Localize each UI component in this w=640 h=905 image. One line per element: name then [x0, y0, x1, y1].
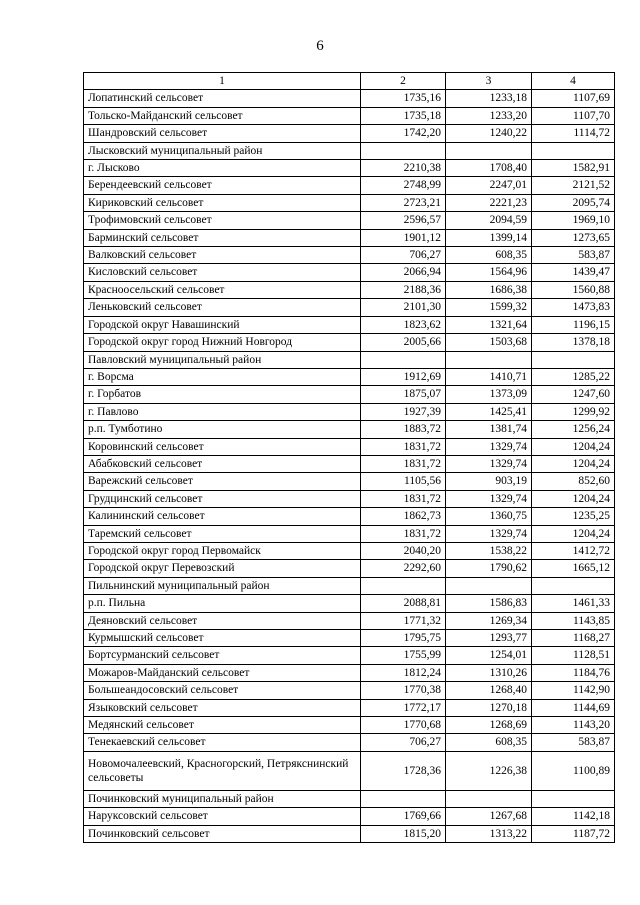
- value-col4-cell: 1665,12: [532, 560, 615, 577]
- table-row: [84, 825, 615, 842]
- value-col3-cell: 2247,01: [446, 177, 532, 194]
- table-header-row: [84, 73, 615, 90]
- value-col2-cell: 2040,20: [361, 542, 446, 559]
- value-col4-cell: 1204,24: [532, 525, 615, 542]
- value-col4-cell: 1204,24: [532, 438, 615, 455]
- row-name-cell: Новомочалеевский, Красногорский, Петрякснинский сельсоветы: [84, 751, 361, 790]
- value-col2-cell: 1912,69: [361, 368, 446, 385]
- table-row: [84, 647, 615, 664]
- value-col4-cell: [532, 351, 615, 368]
- value-col3-cell: 1586,83: [446, 595, 532, 612]
- row-name-cell: Городской округ Навашинский: [84, 316, 361, 333]
- value-col2-cell: 1875,07: [361, 386, 446, 403]
- value-col2-cell: 1755,99: [361, 647, 446, 664]
- row-name-cell: Кириковский сельсовет: [84, 194, 361, 211]
- value-col3-cell: 608,35: [446, 734, 532, 751]
- row-name-cell: Лопатинский сельсовет: [84, 90, 361, 107]
- table-row: [84, 351, 615, 368]
- value-col3-cell: 1313,22: [446, 825, 532, 842]
- value-col4-cell: 1107,70: [532, 107, 615, 124]
- value-col3-cell: 1329,74: [446, 438, 532, 455]
- value-col3-cell: 1233,20: [446, 107, 532, 124]
- value-col2-cell: 1927,39: [361, 403, 446, 420]
- value-col3-cell: 1240,22: [446, 125, 532, 142]
- value-col3-cell: [446, 790, 532, 807]
- table-row: [84, 421, 615, 438]
- value-col2-cell: 1815,20: [361, 825, 446, 842]
- value-col2-cell: 1742,20: [361, 125, 446, 142]
- table-row: [84, 808, 615, 825]
- table-row: [84, 299, 615, 316]
- row-name-cell: Починковский муниципальный район: [84, 790, 361, 807]
- value-col2-cell: 1771,32: [361, 612, 446, 629]
- row-name-cell: г. Павлово: [84, 403, 361, 420]
- row-name-cell: Бортсурманский сельсовет: [84, 647, 361, 664]
- value-col3-cell: 1503,68: [446, 334, 532, 351]
- value-col2-cell: 1831,72: [361, 438, 446, 455]
- value-col4-cell: 1143,20: [532, 717, 615, 734]
- value-col4-cell: 1582,91: [532, 160, 615, 177]
- table-row: [84, 247, 615, 264]
- value-col3-cell: 1538,22: [446, 542, 532, 559]
- value-col4-cell: 1560,88: [532, 281, 615, 298]
- value-col3-cell: 608,35: [446, 247, 532, 264]
- row-name-cell: Грудцинский сельсовет: [84, 490, 361, 507]
- value-col3-cell: [446, 577, 532, 594]
- value-col3-cell: [446, 351, 532, 368]
- column-header: 4: [532, 73, 615, 90]
- value-col4-cell: 2095,74: [532, 194, 615, 211]
- value-col3-cell: 1790,62: [446, 560, 532, 577]
- value-col4-cell: 1204,24: [532, 490, 615, 507]
- row-name-cell: г. Горбатов: [84, 386, 361, 403]
- table-row: [84, 368, 615, 385]
- row-name-cell: Городской округ город Нижний Новгород: [84, 334, 361, 351]
- value-col2-cell: 1770,38: [361, 682, 446, 699]
- value-col2-cell: 1831,72: [361, 525, 446, 542]
- column-header: 1: [84, 73, 361, 90]
- value-col2-cell: 1735,16: [361, 90, 446, 107]
- value-col4-cell: 1142,90: [532, 682, 615, 699]
- row-name-cell: Трофимовский сельсовет: [84, 212, 361, 229]
- value-col3-cell: 1360,75: [446, 508, 532, 525]
- value-col4-cell: 1273,65: [532, 229, 615, 246]
- value-col3-cell: 1686,38: [446, 281, 532, 298]
- value-col2-cell: 1883,72: [361, 421, 446, 438]
- value-col2-cell: 1795,75: [361, 630, 446, 647]
- value-col2-cell: 2101,30: [361, 299, 446, 316]
- value-col2-cell: 2748,99: [361, 177, 446, 194]
- value-col3-cell: 2221,23: [446, 194, 532, 211]
- value-col3-cell: 1226,38: [446, 751, 532, 790]
- value-col3-cell: 1373,09: [446, 386, 532, 403]
- row-name-cell: Кисловский сельсовет: [84, 264, 361, 281]
- value-col4-cell: 1969,10: [532, 212, 615, 229]
- value-col2-cell: 2210,38: [361, 160, 446, 177]
- value-col2-cell: 1831,72: [361, 455, 446, 472]
- value-col2-cell: 2596,57: [361, 212, 446, 229]
- table-row: [84, 142, 615, 159]
- row-name-cell: Варежский сельсовет: [84, 473, 361, 490]
- value-col2-cell: 2188,36: [361, 281, 446, 298]
- value-col4-cell: 1204,24: [532, 455, 615, 472]
- row-name-cell: Леньковский сельсовет: [84, 299, 361, 316]
- value-col2-cell: 1862,73: [361, 508, 446, 525]
- value-col2-cell: 2292,60: [361, 560, 446, 577]
- table-row: [84, 612, 615, 629]
- value-col3-cell: 1268,69: [446, 717, 532, 734]
- row-name-cell: Наруксовский сельсовет: [84, 808, 361, 825]
- value-col3-cell: 1381,74: [446, 421, 532, 438]
- value-col4-cell: 1285,22: [532, 368, 615, 385]
- value-col2-cell: 1901,12: [361, 229, 446, 246]
- table-row: [84, 473, 615, 490]
- value-col3-cell: 1270,18: [446, 699, 532, 716]
- value-col2-cell: 1831,72: [361, 490, 446, 507]
- table-row: [84, 160, 615, 177]
- value-col3-cell: 1410,71: [446, 368, 532, 385]
- value-col4-cell: 1461,33: [532, 595, 615, 612]
- value-col3-cell: 1321,64: [446, 316, 532, 333]
- value-col3-cell: 1329,74: [446, 455, 532, 472]
- row-name-cell: Красноосельский сельсовет: [84, 281, 361, 298]
- value-col4-cell: 1168,27: [532, 630, 615, 647]
- row-name-cell: Большеандосовский сельсовет: [84, 682, 361, 699]
- value-col3-cell: 1293,77: [446, 630, 532, 647]
- value-col2-cell: 706,27: [361, 734, 446, 751]
- row-name-cell: Лысковский муниципальный район: [84, 142, 361, 159]
- value-col3-cell: 1310,26: [446, 664, 532, 681]
- value-col4-cell: 1473,83: [532, 299, 615, 316]
- row-name-cell: Языковский сельсовет: [84, 699, 361, 716]
- row-name-cell: Абабковский сельсовет: [84, 455, 361, 472]
- row-name-cell: Тольско-Майданский сельсовет: [84, 107, 361, 124]
- row-name-cell: Калининский сельсовет: [84, 508, 361, 525]
- value-col2-cell: 1105,56: [361, 473, 446, 490]
- table-row: [84, 177, 615, 194]
- table-row: [84, 734, 615, 751]
- value-col4-cell: 1114,72: [532, 125, 615, 142]
- value-col3-cell: 1268,40: [446, 682, 532, 699]
- row-name-cell: Коровинский сельсовет: [84, 438, 361, 455]
- value-col4-cell: 1107,69: [532, 90, 615, 107]
- table-row: [84, 455, 615, 472]
- value-col3-cell: 1267,68: [446, 808, 532, 825]
- table-row: [84, 542, 615, 559]
- value-col4-cell: 1299,92: [532, 403, 615, 420]
- value-col4-cell: 1235,25: [532, 508, 615, 525]
- row-name-cell: Медянский сельсовет: [84, 717, 361, 734]
- value-col3-cell: 903,19: [446, 473, 532, 490]
- value-col4-cell: 1439,47: [532, 264, 615, 281]
- value-col4-cell: 1196,15: [532, 316, 615, 333]
- row-name-cell: Таремский сельсовет: [84, 525, 361, 542]
- table-row: [84, 490, 615, 507]
- table-row: [84, 508, 615, 525]
- table-row: [84, 630, 615, 647]
- row-name-cell: Деяновский сельсовет: [84, 612, 361, 629]
- row-name-cell: Курмышский сельсовет: [84, 630, 361, 647]
- value-col2-cell: 2005,66: [361, 334, 446, 351]
- row-name-cell: Городской округ Перевозский: [84, 560, 361, 577]
- value-col3-cell: 1254,01: [446, 647, 532, 664]
- value-col3-cell: 1599,32: [446, 299, 532, 316]
- value-col3-cell: 1269,34: [446, 612, 532, 629]
- value-col4-cell: 1184,76: [532, 664, 615, 681]
- row-name-cell: Можаров-Майданский сельсовет: [84, 664, 361, 681]
- table-row: [84, 264, 615, 281]
- value-col4-cell: 583,87: [532, 734, 615, 751]
- value-col2-cell: [361, 351, 446, 368]
- row-name-cell: г. Ворсма: [84, 368, 361, 385]
- table-row: [84, 334, 615, 351]
- row-name-cell: Валковский сельсовет: [84, 247, 361, 264]
- value-col2-cell: 2088,81: [361, 595, 446, 612]
- table-row: [84, 316, 615, 333]
- page-number: 6: [316, 38, 324, 54]
- row-name-cell: Барминский сельсовет: [84, 229, 361, 246]
- table-row: [84, 751, 615, 790]
- table-row: [84, 125, 615, 142]
- value-col2-cell: 1812,24: [361, 664, 446, 681]
- table-row: [84, 682, 615, 699]
- table-row: [84, 229, 615, 246]
- table-row: [84, 386, 615, 403]
- row-name-cell: Пильнинский муниципальный район: [84, 577, 361, 594]
- value-col2-cell: [361, 790, 446, 807]
- value-col4-cell: 1100,89: [532, 751, 615, 790]
- column-header: 3: [446, 73, 532, 90]
- value-col3-cell: 1329,74: [446, 490, 532, 507]
- value-col3-cell: 1564,96: [446, 264, 532, 281]
- table-row: [84, 699, 615, 716]
- value-col4-cell: [532, 790, 615, 807]
- value-col2-cell: [361, 142, 446, 159]
- value-col2-cell: 2723,21: [361, 194, 446, 211]
- table-row: [84, 281, 615, 298]
- value-col4-cell: 583,87: [532, 247, 615, 264]
- value-col3-cell: 1399,14: [446, 229, 532, 246]
- row-name-cell: Шандровский сельсовет: [84, 125, 361, 142]
- table-row: [84, 194, 615, 211]
- value-col2-cell: 2066,94: [361, 264, 446, 281]
- table-row: [84, 577, 615, 594]
- value-col4-cell: 1412,72: [532, 542, 615, 559]
- value-col3-cell: 1708,40: [446, 160, 532, 177]
- value-col4-cell: 2121,52: [532, 177, 615, 194]
- value-col3-cell: 1329,74: [446, 525, 532, 542]
- table-row: [84, 403, 615, 420]
- value-col4-cell: 1143,85: [532, 612, 615, 629]
- table-row: [84, 595, 615, 612]
- value-col2-cell: [361, 577, 446, 594]
- table-row: [84, 560, 615, 577]
- value-col2-cell: 1770,68: [361, 717, 446, 734]
- value-col2-cell: 1823,62: [361, 316, 446, 333]
- value-col4-cell: 1256,24: [532, 421, 615, 438]
- row-name-cell: Починковский сельсовет: [84, 825, 361, 842]
- table-row: [84, 212, 615, 229]
- data-table: [83, 72, 615, 843]
- row-name-cell: Тенекаевский сельсовет: [84, 734, 361, 751]
- value-col4-cell: 1144,69: [532, 699, 615, 716]
- value-col4-cell: 1142,18: [532, 808, 615, 825]
- row-name-cell: Берендеевский сельсовет: [84, 177, 361, 194]
- table-row: [84, 107, 615, 124]
- value-col2-cell: 706,27: [361, 247, 446, 264]
- value-col3-cell: [446, 142, 532, 159]
- value-col4-cell: 1378,18: [532, 334, 615, 351]
- row-name-cell: р.п. Пильна: [84, 595, 361, 612]
- value-col3-cell: 1233,18: [446, 90, 532, 107]
- value-col4-cell: [532, 142, 615, 159]
- column-header: 2: [361, 73, 446, 90]
- value-col3-cell: 2094,59: [446, 212, 532, 229]
- value-col4-cell: 1187,72: [532, 825, 615, 842]
- table-row: [84, 525, 615, 542]
- row-name-cell: г. Лысково: [84, 160, 361, 177]
- value-col2-cell: 1728,36: [361, 751, 446, 790]
- row-name-cell: р.п. Тумботино: [84, 421, 361, 438]
- value-col2-cell: 1735,18: [361, 107, 446, 124]
- table-row: [84, 717, 615, 734]
- value-col4-cell: 1247,60: [532, 386, 615, 403]
- value-col2-cell: 1769,66: [361, 808, 446, 825]
- row-name-cell: Павловский муниципальный район: [84, 351, 361, 368]
- value-col3-cell: 1425,41: [446, 403, 532, 420]
- value-col2-cell: 1772,17: [361, 699, 446, 716]
- value-col4-cell: [532, 577, 615, 594]
- table-row: [84, 438, 615, 455]
- value-col4-cell: 852,60: [532, 473, 615, 490]
- value-col4-cell: 1128,51: [532, 647, 615, 664]
- table-row: [84, 664, 615, 681]
- table-row: [84, 790, 615, 807]
- row-name-cell: Городской округ город Первомайск: [84, 542, 361, 559]
- table-row: [84, 90, 615, 107]
